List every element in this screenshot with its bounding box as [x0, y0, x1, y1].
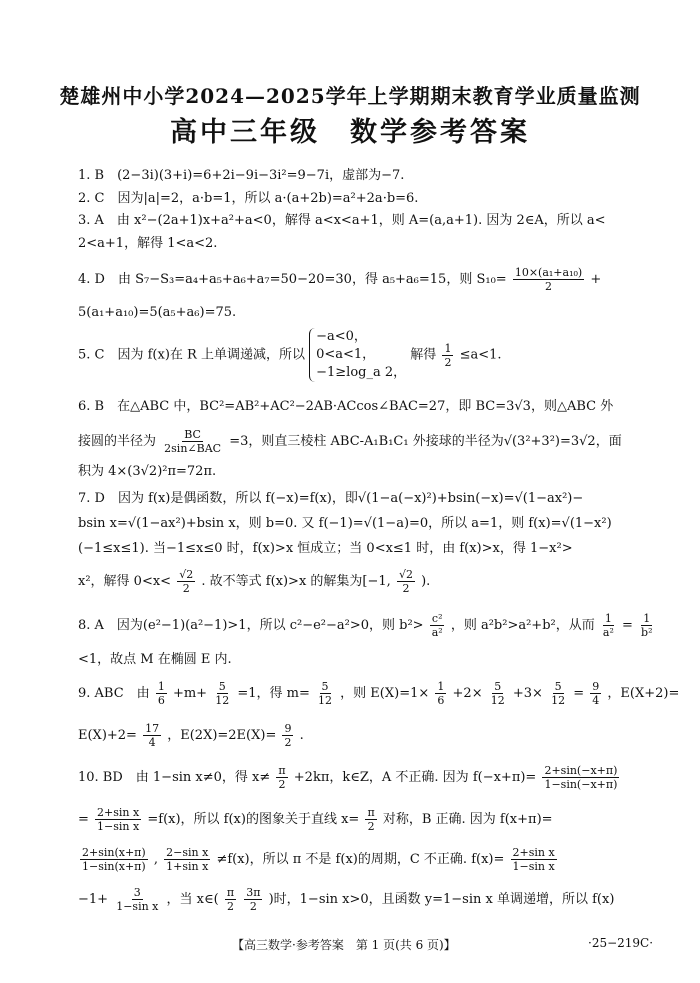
- answer-key-title: 高中三年级 数学参考答案: [170, 117, 530, 148]
- fraction: $\frac{\text{2+sin x}}{\text{1−sin x}}$: [97, 806, 140, 833]
- fraction: $\frac{3\pi}{2}$: [246, 886, 261, 913]
- fraction: $\frac{\pi}{2}$: [367, 806, 375, 833]
- fraction: $\frac{\pi}{2}$: [278, 764, 286, 791]
- answer-line: 2. C 因为|a|=2，a·b=1，所以 a·(a+2b)=a²+2a·b=6.: [78, 191, 419, 206]
- answer-line: 积为 4×(3√2)²π=72π.: [78, 464, 217, 479]
- exam-title: 楚雄州中小学2024—2025学年上学期期末教育学业质量监测: [59, 84, 641, 108]
- fraction: $\frac{5}{12}$: [490, 680, 505, 707]
- answer-line: <1，故点 M 在椭圆 E 内.: [78, 652, 232, 667]
- answer-line: bsin x=√(1−ax²)+bsin x，则 b=0. 又 f(−1)=√(1−a)=0，所以 a=1，则 f(x)=√(1−x²): [78, 516, 612, 531]
- fraction: $\frac{1}{\text{a²}}$: [602, 612, 614, 639]
- answer-line: (−1≤x≤1). 当−1≤x≤0 时，f(x)>x 恒成立；当 0<x≤1 时，由 f(x)>x，得 1−x²>: [78, 541, 573, 556]
- fraction: $\frac{17}{4}$: [145, 722, 160, 749]
- answer-line: 10. BD 由 1−sin x≠0，得 x≠ $\frac{\pi}{2}$ +2kπ，k∈Z，A 不正确. 因为 f(−x+π)= $\frac{2+\sin(-x+\pi)}{1-\sin(-x+\pi)}$: [78, 764, 618, 791]
- answer-line: 1. B (2−3i)(3+i)=6+2i−9i−3i²=9−7i，虚部为−7.: [78, 168, 405, 183]
- answer-line: 9. ABC 由 $\frac{1}{6}$ +m+ $\frac{5}{12}$ =1，得 m= $\frac{5}{12}$ ，则 E(X)=1× $\frac{1}{6}$ +2× $\frac{5}{12}$ +3× $\frac{5}{12}$ = $\frac{9}{4}$ ，E(X+2)=: [78, 680, 680, 707]
- answer-line: 4. D 由 S₇−S₃=a₄+a₅+a₆+a₇=50−20=30，得 a₅+a₆=15，则 S₁₀= $\frac{\text{10×(a₁+a₁₀)}}{2}$ +: [78, 266, 602, 293]
- answer-line: 8. A 因为(e²−1)(a²−1)>1，所以 c²−e²−a²>0，则 b²> $\frac{\text{c²}}{\text{a²}}$ ，则 a²b²>a²+b²，从而 $\frac{1}{\text{a²}}$ = $\frac{1}{\text{b²}}$: [78, 612, 653, 639]
- fraction: $\frac{1}{\text{b²}}$: [641, 612, 653, 639]
- answer-line: 5. C 因为 f(x)在 R 上单调递减，所以 −a<0， 0<a<1， −1≥log_a 2， 解得 $\frac{1}{2}$ ≤a<1.: [78, 329, 502, 380]
- fraction: $\frac{9}{2}$: [284, 722, 292, 749]
- fraction: $\frac{\text{2−sin x}}{\text{1+sin x}}$: [166, 846, 209, 873]
- fraction: $\frac{√2}{2}$: [179, 568, 194, 595]
- page-footer: 【高三数学·参考答案 第 1 页(共 6 页)】: [232, 938, 456, 952]
- answer-line: x²，解得 0<x< $\frac{√2}{2}$ . 故不等式 f(x)>x 的解集为[−1, $\frac{√2}{2}$ ).: [78, 568, 431, 595]
- fraction: $\frac{1}{6}$: [157, 680, 165, 707]
- fraction: $\frac{\text{10×(a₁+a₁₀)}}{2}$: [514, 266, 583, 293]
- answer-line: 2<a+1，解得 1<a<2.: [78, 236, 218, 251]
- fraction: $\frac{BC}{\text{2sin∠BAC}}$: [164, 428, 222, 455]
- answer-line: 6. B 在△ABC 中，BC²=AB²+AC²−2AB·ACcos∠BAC=27，即 BC=3√3，则△ABC 外: [78, 399, 614, 414]
- answer-line: 3. A 由 x²−(2a+1)x+a²+a<0，解得 a<x<a+1，则 A=(a,a+1). 因为 2∈A，所以 a<: [78, 213, 606, 228]
- fraction: $\frac{\text{2+sin x}}{\text{1−sin x}}$: [512, 846, 555, 873]
- fraction: $\frac{5}{12}$: [215, 680, 230, 707]
- fraction: $\frac{3}{\text{1−sin x}}$: [116, 886, 159, 913]
- fraction: $\frac{1}{2}$: [444, 341, 452, 369]
- answer-line: 7. D 因为 f(x)是偶函数，所以 f(−x)=f(x)，即√(1−a(−x)²)+bsin(−x)=√(1−ax²)−: [78, 491, 584, 506]
- fraction: $\frac{2+\sin(x+\pi)}{1-\sin(x+\pi)}$: [82, 846, 146, 873]
- answer-line: 5(a₁+a₁₀)=5(a₅+a₆)=75.: [78, 305, 237, 320]
- inequality-system: −a<0， 0<a<1， −1≥log_a 2，: [309, 328, 406, 382]
- fraction: $\frac{5}{12}$: [551, 680, 566, 707]
- document-code: ·25−219C·: [588, 936, 654, 950]
- fraction: $\frac{\text{c²}}{\text{a²}}$: [431, 612, 443, 639]
- fraction: $\frac{\pi}{2}$: [226, 886, 235, 913]
- fraction: $\frac{5}{12}$: [318, 680, 333, 707]
- answer-line: $\frac{2+\sin(x+\pi)}{1-\sin(x+\pi)}$ , $\frac{\text{2−sin x}}{\text{1+sin x}}$ ≠f(x)，所以 π 不是 f(x)的周期，C 不正确. f(x)= $\frac{\text{2+sin x}}{\text{1−sin x}}$: [82, 846, 555, 873]
- answer-line: −1+ $\frac{3}{\text{1−sin x}}$ ，当 x∈( $\frac{\pi}{2}$ $\frac{3\pi}{2}$ )时，1−sin x>0，且函数 y=1−sin x 单调递增，所以 f(x): [78, 886, 615, 913]
- answer-line: = $\frac{\text{2+sin x}}{\text{1−sin x}}$ =f(x)，所以 f(x)的图象关于直线 x= $\frac{\pi}{2}$ 对称，B 正确. 因为 f(x+π)=: [78, 806, 553, 833]
- answer-line: 接圆的半径为 $\frac{BC}{\text{2sin∠BAC}}$ =3，则直三棱柱 ABC-A₁B₁C₁ 外接球的半径为√(3²+3²)=3√2，面: [78, 428, 622, 455]
- fraction: $\frac{1}{6}$: [437, 680, 445, 707]
- fraction: $\frac{9}{4}$: [592, 680, 600, 707]
- fraction: $\frac{2+\sin(-x+\pi)}{1-\sin(-x+\pi)}$: [544, 764, 618, 791]
- answer-line: E(X)+2= $\frac{17}{4}$ ，E(2X)=2E(X)= $\frac{9}{2}$ .: [78, 722, 304, 749]
- fraction: $\frac{√2}{2}$: [398, 568, 413, 595]
